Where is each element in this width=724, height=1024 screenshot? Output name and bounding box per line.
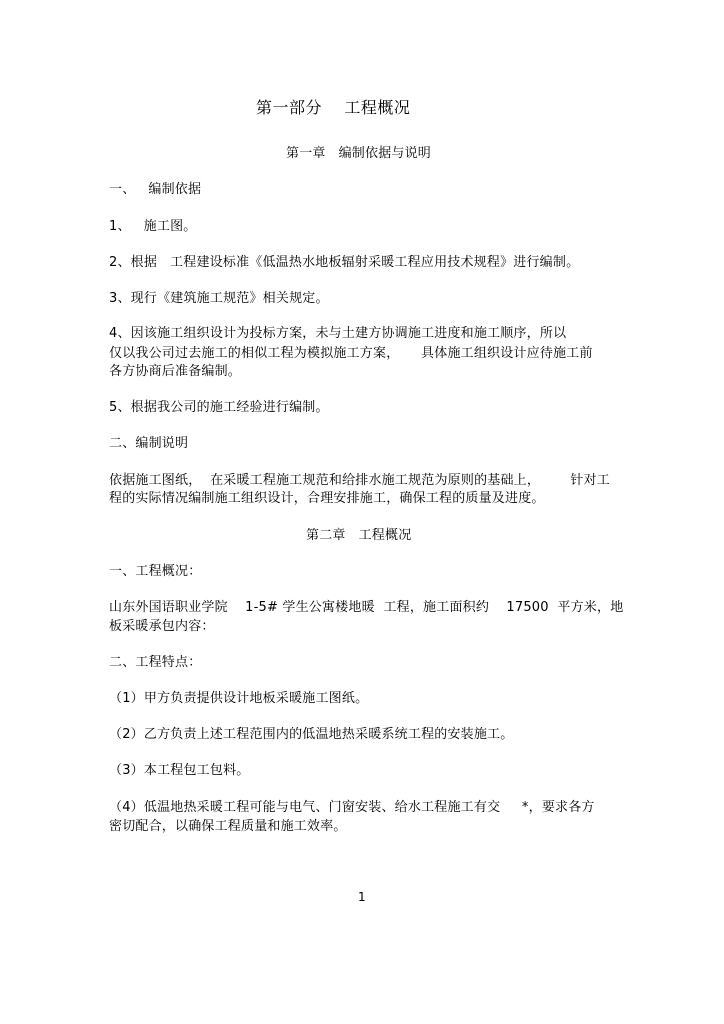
basis-item-5: 5、根据我公司的施工经验进行编制。	[109, 400, 329, 415]
section-heading-features: 二、工程特点：	[109, 655, 202, 670]
basis-item-3: 3、现行《建筑施工规范》相关规定。	[109, 291, 329, 306]
basis-item-4-line3: 各方协商后准备编制。	[109, 364, 242, 379]
basis-item-4-line2: 仅以我公司过去施工的相似工程为模拟施工方案， 具体施工组织设计应待施工前	[109, 346, 593, 361]
section-heading-basis: 一、 编制依据	[109, 182, 202, 197]
feature-item-1: （1）甲方负责提供设计地板采暖施工图纸。	[109, 691, 369, 706]
overview-line1: 山东外国语职业学院 1-5# 学生公寓楼地暖 工程，施工面积约 17500 平方米，地	[109, 600, 624, 615]
basis-item-1: 1、 施工图。	[109, 219, 197, 234]
section-heading-overview: 一、工程概况：	[109, 564, 202, 579]
feature-item-2: （2）乙方负责上述工程范围内的低温地热采暖系统工程的安装施工。	[109, 727, 514, 742]
feature-item-3: （3）本工程包工包料。	[109, 763, 250, 778]
overview-line2: 板采暖承包内容：	[109, 619, 215, 634]
feature-item-4-line1: （4）低温地热采暖工程可能与电气、门窗安装、给水工程施工有交 *，要求各方	[109, 800, 595, 815]
part-title: 第一部分 工程概况	[256, 98, 411, 117]
explanation-line1: 依据施工图纸， 在采暖工程施工规范和给排水施工规范为原则的基础上， 针对工	[109, 473, 610, 488]
chapter2-title: 第二章 工程概况	[306, 528, 412, 543]
chapter1-title: 第一章 编制依据与说明	[286, 146, 431, 161]
page-number: 1	[358, 890, 366, 904]
basis-item-4-line1: 4、因该施工组织设计为投标方案，未与土建方协调施工进度和施工顺序，所以	[109, 326, 567, 341]
explanation-line2: 程的实际情况编制施工组织设计，合理安排施工，确保工程的质量及进度。	[109, 491, 545, 506]
basis-item-2: 2、根据 工程建设标准《低温热水地板辐射采暖工程应用技术规程》进行编制。	[109, 255, 580, 270]
feature-item-4-line2: 密切配合，以确保工程质量和施工效率。	[109, 819, 347, 834]
section-heading-explanation: 二、编制说明	[109, 436, 189, 451]
